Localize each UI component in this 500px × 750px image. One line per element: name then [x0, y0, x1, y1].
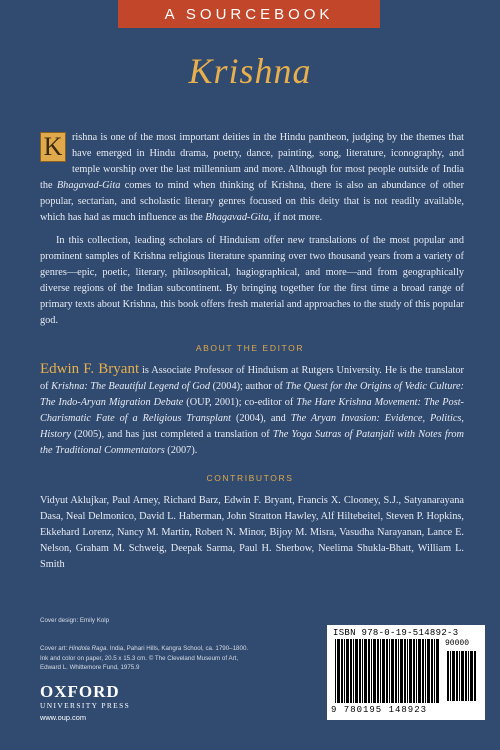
- barcode-bar: [364, 639, 367, 703]
- bio-book-title: Krishna: The Beautiful Legend of God: [51, 380, 210, 392]
- bio-book-title: The Hare Krishna Movement: The Post-Charismatic Fate of a Religious Transplant: [40, 396, 464, 424]
- artwork-title: Hindola Raga: [68, 645, 107, 652]
- barcode-bar: [355, 639, 358, 703]
- book-description: [40, 130, 464, 329]
- sourcebook-banner: A SOURCEBOOK: [118, 0, 380, 28]
- barcode-bar: [404, 639, 406, 703]
- bio-text: (2004); author of: [209, 380, 286, 392]
- barcode-bar: [377, 639, 379, 703]
- credit-text: Edward L. Whittemore Fund, 1975.9: [40, 664, 140, 671]
- barcode-bar: [371, 639, 372, 703]
- contributors-list: Vidyut Aklujkar, Paul Arney, Richard Barz, Edwin F. Bryant, Francis X. Clooney, S.J., Satyanarayana Dasa, Neal Delmonico, David L. Haberman, John Stratton Hawley, Alf Hiltebeitel, Steven P. Hopkins, Ekkehard Lorenz, Nancy M. Martin, Robert N. Minor, Bijoy M. Misra, Vasudha Narayanan, Lance E. Nelson, Graham M. Schweig, Deepak Sarma, Paul H. Sherbow, Neelima Shukla-Bhatt, William L. Smith: [40, 495, 464, 570]
- barcode-bar: [425, 639, 426, 703]
- barcode-bar: [409, 639, 412, 703]
- barcode-bar: [359, 639, 361, 703]
- editor-bio: [40, 362, 464, 458]
- publisher-logo: [40, 683, 130, 723]
- barcode-bar: [391, 639, 394, 703]
- barcode-bar: [335, 639, 336, 703]
- bio-book-title: The Yoga Sutras of Patanjali with Notes from the Traditional Commentators: [40, 428, 464, 456]
- desc-italic: Bhagavad-Gita: [56, 179, 121, 191]
- bio-text: (OUP, 2001); co-editor of: [183, 396, 297, 408]
- barcode-bar: [386, 639, 388, 703]
- bio-text: (2007).: [164, 444, 198, 456]
- barcode-bar: [389, 639, 390, 703]
- desc-italic: Bhagavad-Gita: [205, 211, 269, 223]
- publisher-name: OXFORD: [40, 682, 120, 701]
- barcode-bar: [398, 639, 399, 703]
- editor-name: Edwin F. Bryant: [40, 361, 140, 377]
- barcode-bar: [468, 651, 469, 701]
- description-paragraph-1: [40, 130, 464, 225]
- bio-text: (2005), and has just completed a translation of: [70, 428, 273, 440]
- book-title: Krishna: [188, 51, 312, 91]
- publisher-press: UNIVERSITY PRESS: [40, 701, 131, 710]
- barcode-bar: [456, 651, 458, 701]
- barcode-bar: [382, 639, 385, 703]
- isbn-text: ISBN 978-0-19-514892-3: [333, 628, 459, 638]
- bio-text: (2004), and: [231, 412, 291, 424]
- barcode-bar: [418, 639, 421, 703]
- barcode-bar: [341, 639, 343, 703]
- about-editor-heading: ABOUT THE EDITOR: [195, 343, 305, 353]
- desc-text: comes to mind when thinking of Krishna, there is also an abundance of other popular, sectarian, and scholastic literary genres focused on this deity that is not readily available, which has had as much influence as the: [40, 179, 464, 223]
- barcode-bar: [465, 651, 467, 701]
- barcode-bar: [346, 639, 349, 703]
- barcode-bar: [344, 639, 345, 703]
- desc-text: rishna is one of the most important deities in the Hindu pantheon, judging by the themes that have emerged in Hindu drama, poetry, dance, painting, song, literature, iconography, and temple worship over the last millennium and more. Although for most people outside of India the: [40, 132, 464, 191]
- barcode-bar: [380, 639, 381, 703]
- barcode-bar: [436, 639, 439, 703]
- barcode-bar: [400, 639, 403, 703]
- barcode-bar: [461, 651, 464, 701]
- drop-cap-initial: K: [40, 132, 66, 162]
- barcode-bar: [422, 639, 424, 703]
- description-paragraph-2: In this collection, leading scholars of Hinduism offer new translations of the most popular and prominent samples of Krishna religious literature spanning over two thousand years from a variety of genres—epic, poetic, literary, philosophical, hagiographical, and more—and from geographically diverse regions of the Indian subcontinent. By bringing together for the first time a broad range of primary texts about Krishna, this book offers fresh material and approaches to the study of this popular god.: [40, 235, 464, 326]
- barcode-bar: [447, 651, 449, 701]
- barcode-bar: [470, 651, 473, 701]
- cover-art-credit: [40, 644, 248, 673]
- bio-book-title: The Aryan Invasion: Evidence, Politics, History: [40, 412, 464, 440]
- publisher-url: www.oup.com: [40, 713, 87, 722]
- barcode-bar: [337, 639, 340, 703]
- barcode-bar: [350, 639, 352, 703]
- barcode-bar: [407, 639, 408, 703]
- barcode-box: [327, 625, 485, 720]
- barcode-bar: [452, 651, 455, 701]
- credit-text: Ink and color on paper, 20.5 x 15.3 cm. © The Cleveland Museum of Art,: [40, 654, 239, 662]
- barcode-bar: [353, 639, 354, 703]
- desc-text: , if not more.: [268, 211, 323, 223]
- barcode-bar: [395, 639, 397, 703]
- barcode-bar: [459, 651, 460, 701]
- barcode-icon: [331, 639, 481, 705]
- barcode-bar: [373, 639, 376, 703]
- barcode-bar: [427, 639, 430, 703]
- barcode-bar: [368, 639, 370, 703]
- credit-text: Cover art:: [40, 645, 69, 652]
- credit-text: . India, Pahari Hills, Kangra School, ca. 1790–1800.: [106, 645, 249, 652]
- barcode-bar: [416, 639, 417, 703]
- barcode-bar: [474, 651, 476, 701]
- barcode-bar: [362, 639, 363, 703]
- bio-text: is Associate Professor of Hinduism at Rutgers University. He is the translator of: [40, 365, 464, 392]
- ean-number: 9 780195 148923: [331, 705, 428, 715]
- barcode-bar: [413, 639, 415, 703]
- bio-book-title: The Quest for the Origins of Vedic Culture: The Indo-Aryan Migration Debate: [40, 380, 464, 408]
- cover-design-credit: Cover design: Emily Kolp: [40, 617, 110, 624]
- price-code: 90000: [445, 639, 470, 648]
- barcode-bar: [434, 639, 435, 703]
- barcode-bar: [431, 639, 433, 703]
- barcode-bar: [450, 651, 451, 701]
- contributors-heading: CONTRIBUTORS: [206, 473, 294, 483]
